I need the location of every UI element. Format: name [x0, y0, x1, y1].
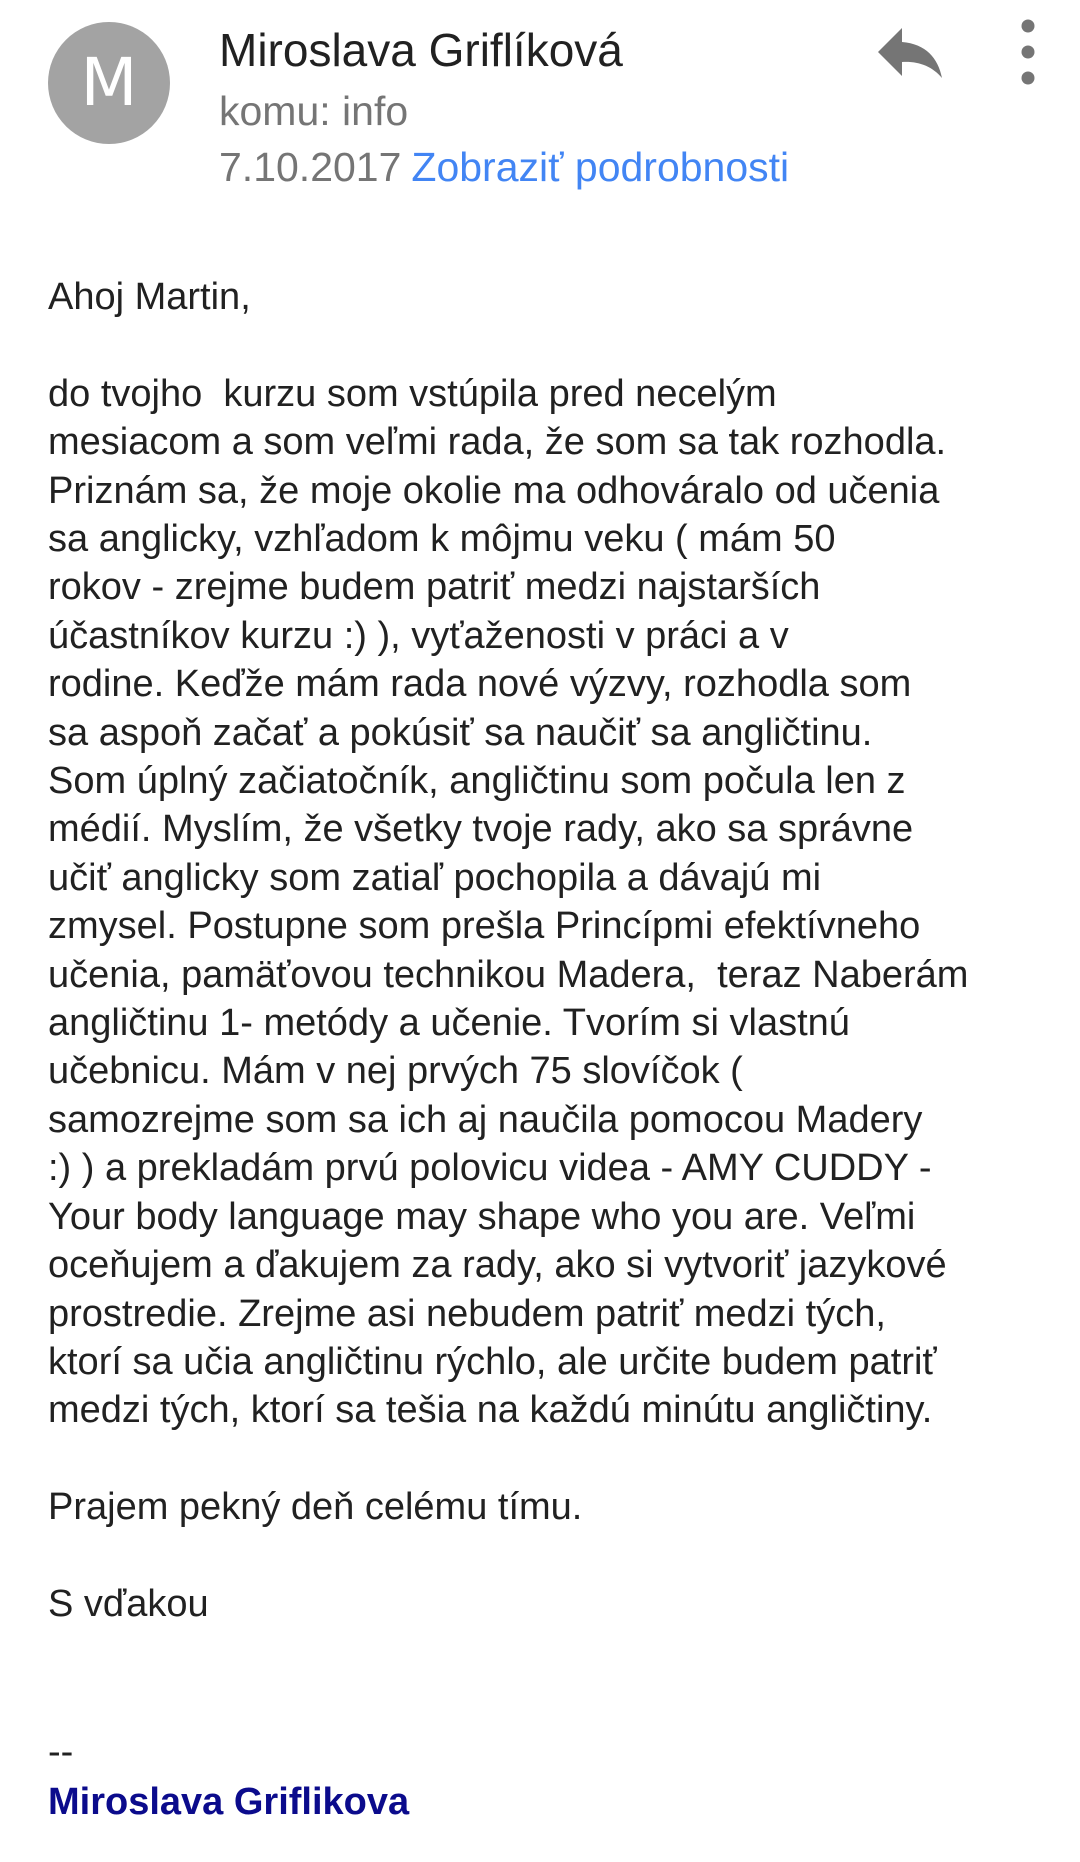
reply-icon [872, 18, 948, 86]
show-details-link[interactable]: Zobraziť podrobnosti [411, 144, 790, 190]
message-header [0, 0, 1080, 210]
recipient-line: komu: info [219, 88, 409, 134]
message-date: 7.10.2017 [219, 144, 402, 190]
message-paragraph: do tvojho kurzu som vstúpila pred necelým mesiacom a som veľmi rada, že som sa tak rozhodla. Priznám sa, že moje okolie ma odhováralo od učenia sa anglicky, vzhľadom k môjmu veku ( mám 50 rokov - zrejme budem patriť medzi najstarších účastníkov kurzu :) ), vyťaženosti v práci a v rodine. Keďže mám rada nové výzvy, rozhodla som sa aspoň začať a pokúsiť sa naučiť sa angličtinu. Som úplný začiatočník, angličtinu som počula len z médií. Myslím, že všetky tvoje rady, ako sa správne učiť anglicky som zatiaľ pochopila a dávajú mi zmysel. Postupne som prešla Princípmi efektívneho učenia, pamäťovou technikou Madera, teraz Naberám angličtinu 1- metódy a učenie. Tvorím si vlastnú učebnicu. Mám v nej prvých 75 slovíčok ( samozrejme som sa ich aj naučila pomocou Madery :) ) a prekladám prvú polovicu videa - AMY CUDDY - Your body language may shape who you are. Veľmi oceňujem a ďakujem za rady, ako si vytvoriť jazykové prostredie. Zrejme asi nebudem patriť medzi tých, ktorí sa učia angličtinu rýchlo, ale určite budem patriť medzi tých, ktorí sa tešia na každú minútu angličtiny. [48, 372, 969, 1432]
greeting: Ahoj Martin, [48, 276, 251, 318]
reply-button[interactable] [872, 18, 948, 86]
more-options-button[interactable] [1004, 14, 1052, 90]
sender-name[interactable]: Miroslava Griflíková [219, 24, 623, 76]
signature-separator: -- [48, 1731, 74, 1773]
closing-line: S vďakou [48, 1582, 209, 1625]
date-line [219, 142, 789, 192]
avatar[interactable]: M [48, 22, 170, 144]
wish-line: Prajem pekný deň celému tímu. [48, 1486, 583, 1529]
message-body [48, 273, 1058, 1628]
signature-name: Miroslava Griflikova [48, 1781, 410, 1823]
more-vertical-icon [1004, 14, 1052, 90]
